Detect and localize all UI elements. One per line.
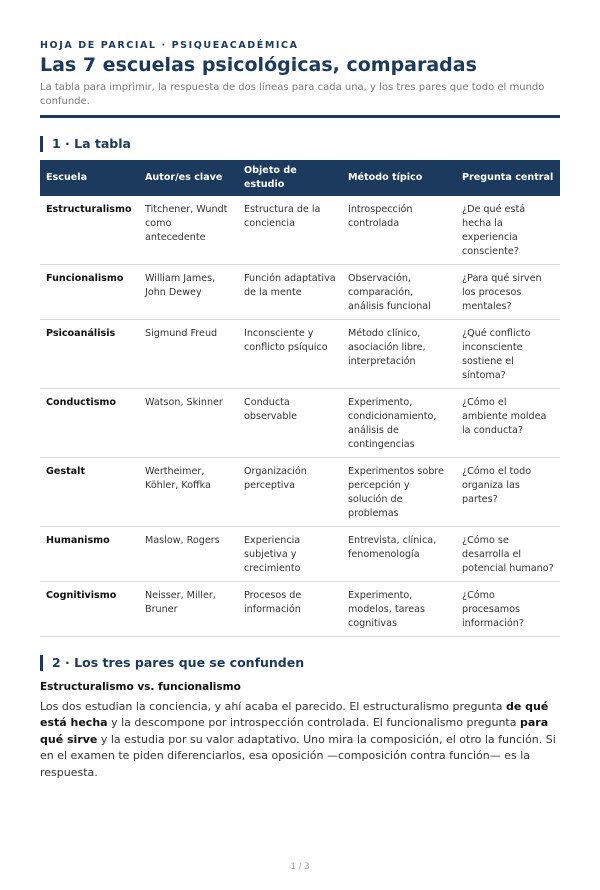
section-heading-table: 1 · La tabla [40, 136, 560, 152]
table-row [40, 196, 560, 265]
object-cell: Experiencia subjetiva y crecimiento [238, 527, 342, 582]
object-cell: Procesos de información [238, 582, 342, 637]
table-row [40, 265, 560, 320]
page-title: Las 7 escuelas psicológicas, comparadas [40, 54, 477, 76]
authors-cell: Watson, Skinner [139, 389, 238, 458]
header-rule [40, 115, 560, 118]
column-header: Método típico [342, 160, 456, 196]
method-cell: Experimento, condicionamiento, análisis de contingencias [342, 389, 456, 458]
school-cell: Psicoanálisis [40, 320, 139, 389]
method-cell: Entrevista, clínica, fenomenología [342, 527, 456, 582]
column-header: Autor/es clave [139, 160, 238, 196]
question-cell: ¿Cómo procesamos información? [456, 582, 560, 637]
section-heading-pairs: 2 · Los tres pares que se confunden [40, 655, 560, 671]
paragraph-emphasis: para qué sirve [40, 716, 549, 746]
table-header-row [40, 160, 560, 196]
document-page [0, 40, 600, 781]
question-cell: ¿Para qué sirven los procesos mentales? [456, 265, 560, 320]
school-cell: Funcionalismo [40, 265, 139, 320]
pair-title: Estructuralismo vs. funcionalismo [40, 681, 241, 693]
question-cell: ¿Cómo el todo organiza las partes? [456, 458, 560, 527]
object-cell: Conducta observable [238, 389, 342, 458]
column-header: Objeto de estudio [238, 160, 342, 196]
table-row [40, 527, 560, 582]
kicker: HOJA DE PARCIAL · PSIQUEACADÉMICA [40, 40, 299, 51]
authors-cell: Sigmund Freud [139, 320, 238, 389]
school-cell: Conductismo [40, 389, 139, 458]
paragraph-text: y la descompone por introspección controlada. El funcionalismo pregunta [107, 716, 520, 730]
authors-cell: Wertheimer, Köhler, Koffka [139, 458, 238, 527]
page-number: 1 / 3 [290, 862, 310, 872]
object-cell: Estructura de la conciencia [238, 196, 342, 265]
method-cell: Introspección controlada [342, 196, 456, 265]
authors-cell: Maslow, Rogers [139, 527, 238, 582]
method-cell: Método clínico, asociación libre, interpretación [342, 320, 456, 389]
school-cell: Cognitivismo [40, 582, 139, 637]
school-cell: Humanismo [40, 527, 139, 582]
authors-cell: Titchener, Wundt como antecedente [139, 196, 238, 265]
schools-table [40, 160, 560, 637]
question-cell: ¿Cómo se desarrolla el potencial humano? [456, 527, 560, 582]
paragraph-text: Los dos estudian la conciencia, y ahí acaba el parecido. El estructuralismo pregunta [40, 700, 507, 713]
object-cell: Organización perceptiva [238, 458, 342, 527]
paragraph-emphasis: de qué está hecha [40, 700, 549, 730]
school-cell: Estructuralismo [40, 196, 139, 265]
table-row [40, 458, 560, 527]
school-cell: Gestalt [40, 458, 139, 527]
method-cell: Observación, comparación, análisis funcional [342, 265, 456, 320]
object-cell: Inconsciente y conflicto psíquico [238, 320, 342, 389]
page-subtitle: La tabla para imprimir, la respuesta de dos líneas para cada una, y los tres pares que todo el mundo confunde. [40, 82, 545, 107]
method-cell: Experimento, modelos, tareas cognitivas [342, 582, 456, 637]
column-header: Escuela [40, 160, 139, 196]
table-row [40, 582, 560, 637]
question-cell: ¿Qué conflicto inconsciente sostiene el síntoma? [456, 320, 560, 389]
table-row [40, 389, 560, 458]
column-header: Pregunta central [456, 160, 560, 196]
table-row [40, 320, 560, 389]
authors-cell: Neisser, Miller, Bruner [139, 582, 238, 637]
paragraph-text: y la estudia por su valor adaptativo. Uno mira la composición, el otro la función. Si en el examen te piden diferenciarlos, esa oposición —composición contra función— es la respuesta. [40, 732, 556, 779]
question-cell: ¿Cómo el ambiente moldea la conducta? [456, 389, 560, 458]
question-cell: ¿De qué está hecha la experiencia consciente? [456, 196, 560, 265]
object-cell: Función adaptativa de la mente [238, 265, 342, 320]
pair-paragraph [40, 699, 560, 781]
method-cell: Experimentos sobre percepción y solución de problemas [342, 458, 456, 527]
authors-cell: William James, John Dewey [139, 265, 238, 320]
